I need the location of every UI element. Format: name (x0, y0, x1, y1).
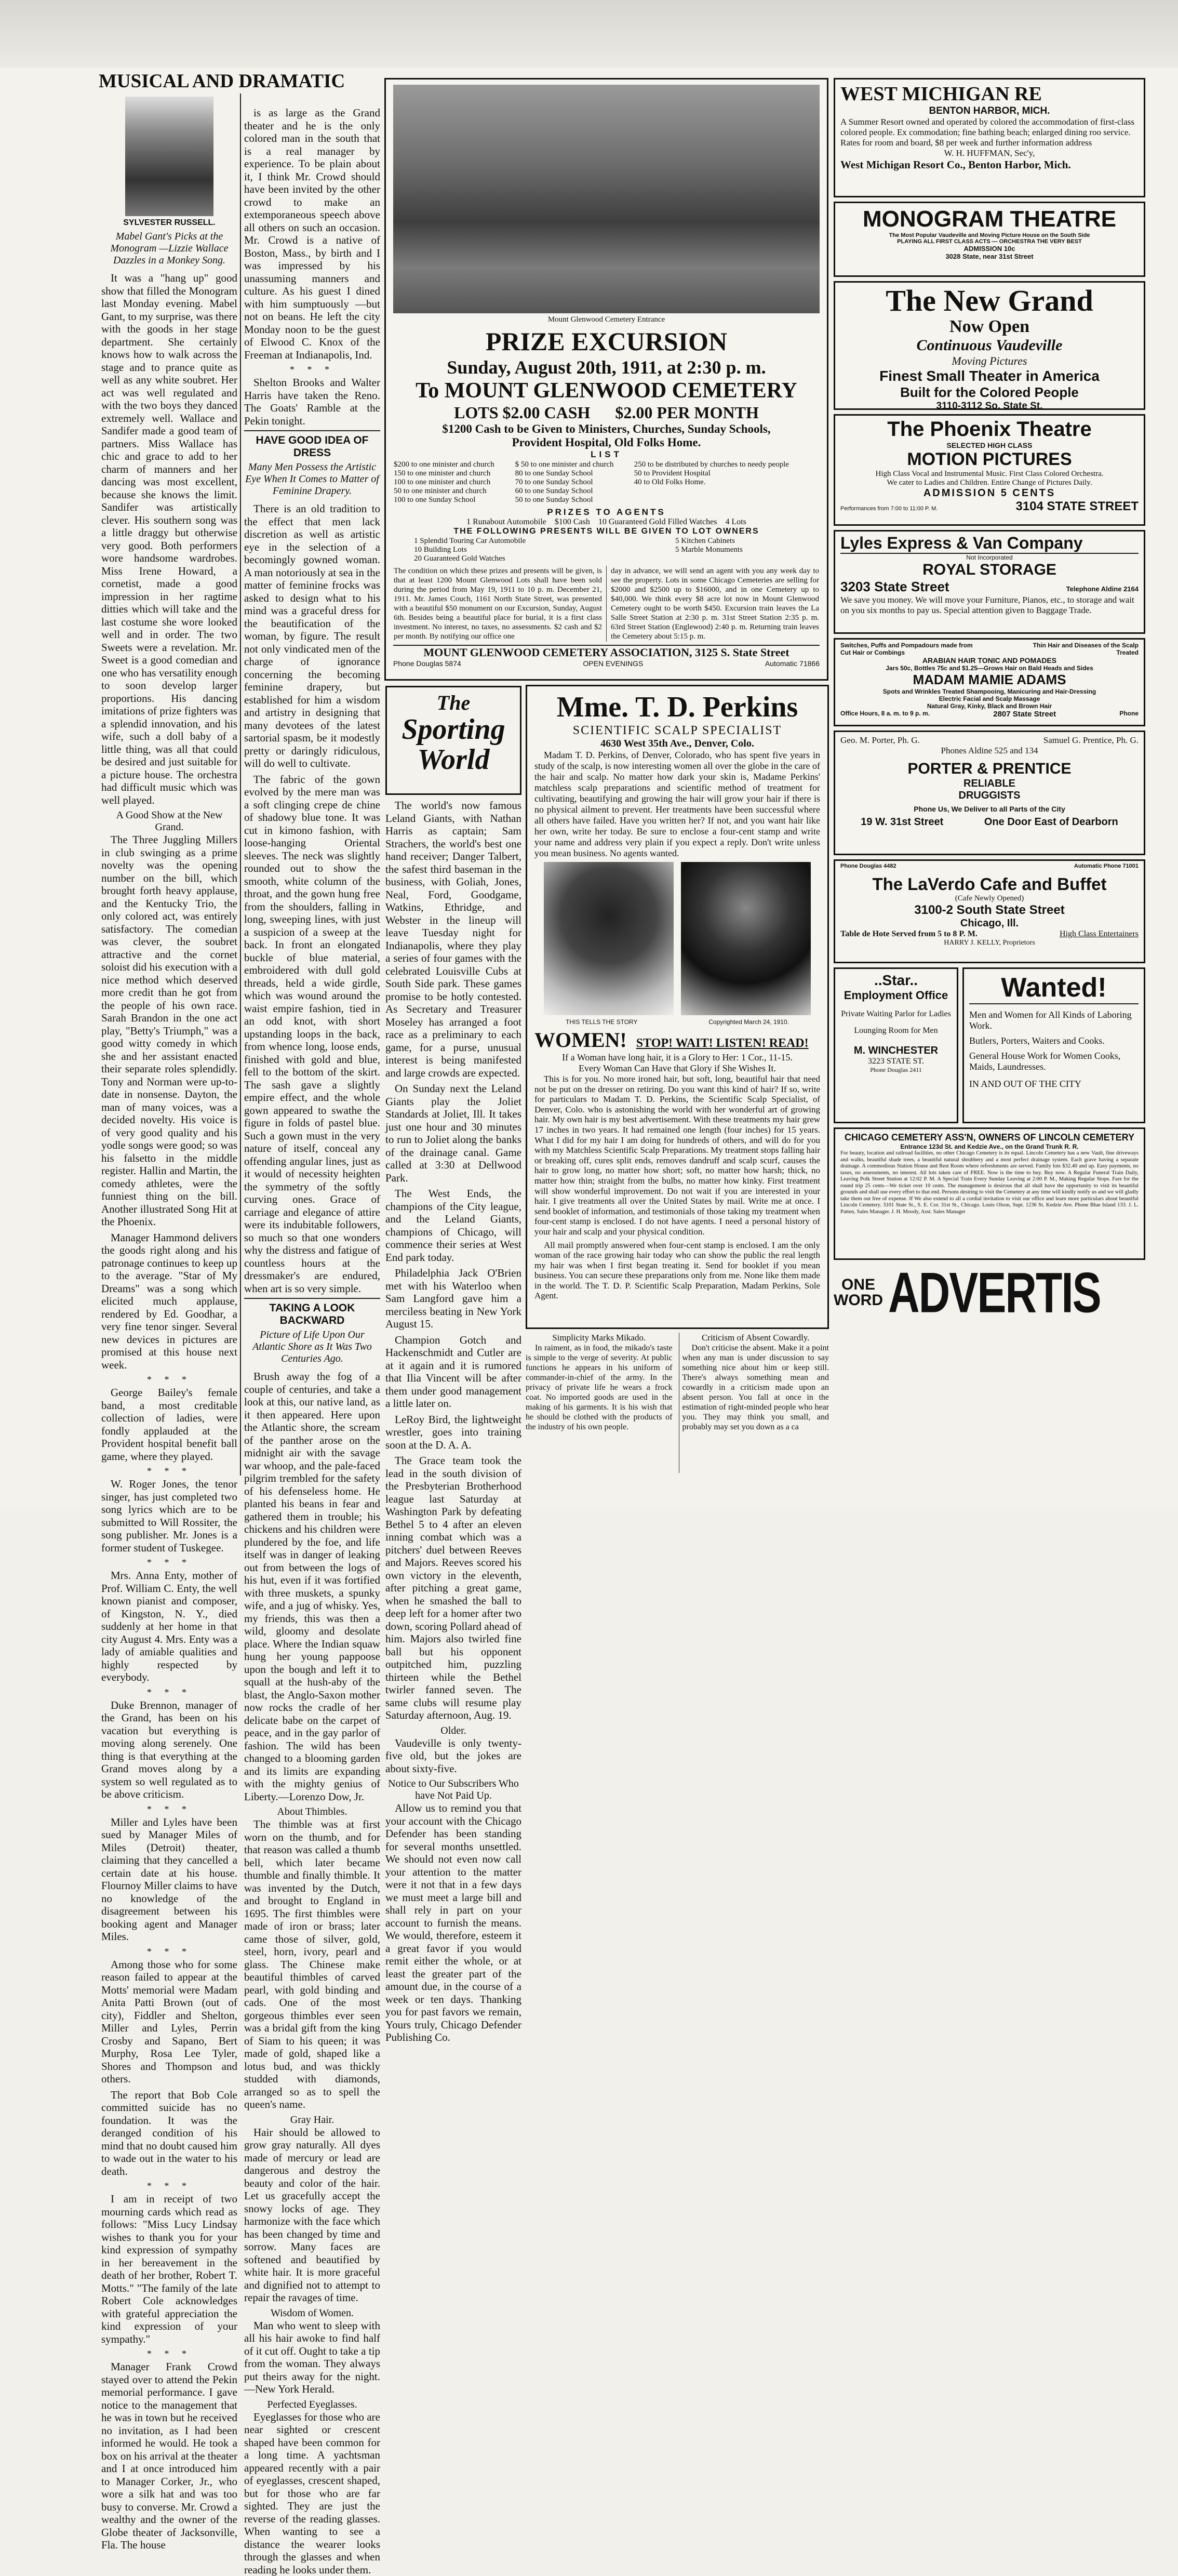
paragraph: It was a "hang up" good show that filled the Monogram last Monday evening. Mabel Gant, to my surprise, was there with the goods in her stage department. She certainly knows how to walk across the stage and to prance quite as well as any white soubret. Her act was well regulated and with the two boys they danced extremely well. Wallace and Sandifer made a good team of partners. Miss Wallace has chic and grace to add to her charm of manners and her dancing was most excellent, because she knows the limit. Sandifer was artistically clever. His southern song was a little draggy but otherwise very good. Both performers wore handsome wardrobes. Miss Irene Howard, a cornetist, made a good impression in her ragtime ditties which will take and the last costume she wore looked well and in order. The two Sweets were a revelation. Mr. Sweet is a good comedian and one who has versatility enough to soon develop larger proportions. His dancing imitations of prize fighters was a splendid innovation, and his wife, such a doll baby of a little thing, was all that could be desired and just suitable for a picture house. The orchestra had difficult music which was well played. (101, 272, 237, 806)
wanted-2: Butlers, Porters, Waiters and Cooks. (969, 1035, 1139, 1046)
lyles-storage: ROYAL STORAGE (840, 561, 1139, 579)
wanted-3: General House Work for Women Cooks, Maids, Laundresses. (969, 1051, 1139, 1072)
cemetery-footer-contact (393, 659, 820, 668)
paragraph: Manager Frank Crowd stayed over to attend the Pekin memorial performance. I gave notice to the management that he was in town but he received no invitation, as I had been informed he would. He took a box on his arrival at the theater and I at once introduced him to Manager Corker, Jr., who wore a silk hat and was too busy to converse. Mr. Crowd a wealthy and the owner of the Globe theater of Jacksonville, Fla. The house (101, 2360, 237, 2552)
lincoln-title: CHICAGO CEMETERY ASS'N, OWNERS OF LINCOLN CEMETERY (840, 1132, 1139, 1143)
presents-col (393, 536, 675, 564)
wanted-1: Men and Women for All Kinds of Laboring Work. (969, 1010, 1139, 1031)
paragraph: Vaudeville is only twenty-five old, but the jokes are about sixty-five. (385, 1737, 521, 1775)
paragraph: The Grace team took the lead in the south division of the Presbyterian Brotherhood league last Saturday at Washington Park by defeating Bethel 5 to 4 after an eleven inning combat which was a pitchers' duel between Reeves and Majors. Reeves scored his own victory in the eleventh, after pitching a great game, when he smashed the ball to deep left for a homer after two down, scoring Pollard ahead of him. Majors also twirled fine ball but his opponent outpitched him, puzzling thirteen while the Bethel twirler fanned seven. The same clubs will resume play Saturday afternoon, Aug. 19. (385, 1454, 521, 1722)
wm-company: West Michigan Resort Co., Benton Harbor, Mich. (840, 158, 1139, 171)
grand-finest: Finest Small Theater in America (840, 368, 1139, 384)
perkins-ad (526, 685, 829, 1329)
lyles-body: We save you money. We will move your Furniture, Pianos, etc., to storage and wait on you six months to pay us. Special attention given to Baggage Trade. (840, 595, 1139, 616)
cemetery-open: OPEN EVENINGS (583, 659, 643, 668)
perkins-photos (534, 862, 820, 1015)
verdo-address: 3100-2 South State Street (840, 903, 1139, 918)
paragraph: Man who went to sleep with all his hair awoke to find half of it cut off. Ought to take a tip from the woman. They always put theirs away for the night.—New York Herald. (244, 2319, 380, 2396)
porter-left: Geo. M. Porter, Ph. G. (840, 735, 920, 746)
adams-address: 2807 State Street (993, 710, 1056, 719)
porter-right: Samuel G. Prentice, Ph. G. (1043, 735, 1139, 746)
list-item: $ 50 to one minister and church (515, 460, 633, 469)
subhead-backward: Picture of Life Upon Our Atlantic Shore as It Was Two Centuries Ago. (244, 1329, 380, 1365)
wanted-4: IN AND OUT OF THE CITY (969, 1079, 1139, 1090)
adams-right: Thin Hair and Diseases of the Scalp Treated (1019, 642, 1139, 656)
phoenix-admission: ADMISSION 5 CENTS (840, 487, 1139, 499)
adams-left: Switches, Puffs and Pompadours made from Cut Hair or Combings (840, 642, 974, 656)
paragraph: Champion Gotch and Hackenschmidt and Cutler are at it again and it is rumored that Ilia Vincent will be after them under good management a little later on. (385, 1334, 521, 1410)
verdo-newly: (Cafe Newly Opened) (840, 894, 1139, 903)
adams-wigs: Natural Gray, Kinky, Black and Brown Hair (840, 702, 1139, 710)
present-item: 1 Splendid Touring Car Automobile (414, 537, 674, 546)
present-item: 10 Building Lots (414, 546, 674, 554)
grand-built: Built for the Colored People (840, 384, 1139, 401)
grand-title: The New Grand (840, 285, 1139, 317)
list-col (634, 460, 820, 505)
porter-reliable: RELIABLE (840, 778, 1139, 790)
list-col (393, 460, 515, 505)
lyles-title: Lyles Express & Van Company (840, 534, 1139, 554)
paragraph: There is an old tradition to the effect that men lack discretion as well as artistic eye in the selection of a becomingly gowned woman. A man notoriously at sea in the matter of feminine frocks was asked to design what to his mind was a graceful dress for the beautification of the woman, by figure. The result not only vindicated men of the charge of ignorance concerning the becoming feminine drapery, but established for him a wisdom and artistry in designing that many devotees of the latest sartorial spasm, be it modestly pretty or daringly ridiculous, will do well to cultivate. (244, 502, 380, 770)
wanted-ad (962, 967, 1145, 1123)
separator-stars: * * * (101, 1804, 237, 1815)
portrait-caption: SYLVESTER RUSSELL. (101, 218, 237, 228)
adams-prices: Jars 50c, Bottles 75c and $1.25—Grows Hair on Bald Heads and Sides (840, 665, 1139, 672)
headline-older: Older. (385, 1725, 521, 1737)
adams-ad (834, 638, 1145, 726)
divider (244, 1298, 380, 1299)
paragraph: The fabric of the gown evolved by the mere man was a soft clinging crepe de chine of shadowy blue tone. It was cut in kimono fashion, with loose-hanging Oriental sleeves. The neck was slightly rounded out to show the smooth, white column of the throat, and the gown hung free from the shoulders, falling in long, sweeping lines, with just a suspicion of a sweep at the back. In front an elongated buckle of blue material, embroidered with dull gold threads, held a wide girdle, which was wound around the waist empire fashion, tied in an odd knot, with short upstanding loops in the back, from whence long, loose ends, finished with gold and blue, fell to the bottom of the skirt. The sash gave a slightly empire effect, and the whole gown appeared to swathe the figure in folds of pastel blue. Such a gown must in the very nature of itself, conceal any offending angular lines, just as it would of necessity heighten the symmetry of the softly curving ones. Grace of carriage and elegance of attire were its indubitable followers, so much so that one wonders why the distress and fatigue of countless hours at the dressmaker's are endured, when art is so very simple. (244, 773, 380, 1295)
lyles-address: 3203 State Street (840, 579, 949, 595)
paragraph: Miller and Lyles have been sued by Manager Miles of Miles (Detroit) theater, claiming that they cancelled a certain date at his house. Flournoy Miller claims to have no knowledge of the disagreement between his booking agent and Manager Miles. (101, 1816, 237, 1943)
separator-stars: * * * (244, 364, 380, 375)
adams-spots: Spots and Wrinkles Treated Shampooing, Manicuring and Hair-Dressing (840, 688, 1139, 695)
criticism-column (679, 1333, 829, 1473)
star-sub: Employment Office (838, 989, 954, 1002)
cemetery-body-right: day in advance, we will send an agent with you any week day to see the property. Lots in some Chicago Cemeteries are selling for $2000 and $2500 up to $16000, and in one Cemetery up to $40,000. We think every $8 acre lot now in Mount Glenwood Cemetery ought to be worth $450. Excursion train leaves the La Salle Street Station at 2:30 p. m. 31st Street Station 2:35 p. m. 63rd Street Station (Englewood) 2:40 p. m. Returning train leaves the Cemetery about 5:15 p. m. (607, 566, 820, 642)
paragraph: The West Ends, the champions of the City league, and the Leland Giants, champions of Chicago, will commence their series at West End park today. (385, 1187, 521, 1264)
list-item: 250 to be distributed by churches to needy people (634, 460, 819, 469)
phoenix-bottom (840, 499, 1139, 514)
prizes-line: 1 Runabout Automobile $100 Cash 10 Guaranteed Gold Filled Watches 4 Lots (393, 517, 820, 527)
separator-stars: * * * (101, 1374, 237, 1385)
wanted-title: Wanted! (969, 972, 1139, 1004)
cemetery-list (393, 460, 820, 505)
hair-photo-front (681, 862, 811, 1015)
copyright: Copyrighted March 24, 1910. (708, 1018, 789, 1026)
paragraph: is as large as the Grand theater and he is the only colored man in the south that is a real manager by experience. To be plain about it, I think Mr. Crowd should have been invited by the other crowd to make an extemporaneous speech above all others on such an occasion. Mr. Crowd is a native of Boston, Mass., by birth and I was impressed by his unassuming manners and culture. As his guest I dined with him sumptuously —but not on beans. He left the city Monday noon to be the guest of Elwood C. Knox of the Freeman at Indianapolis, Ind. (244, 107, 380, 361)
subhead-monogram: Mabel Gant's Picks at the Monogram —Lizzie Wallace Dazzles in a Monkey Song. (101, 231, 237, 267)
logo-world: World (387, 745, 520, 775)
cemetery-body (393, 566, 820, 642)
verdo-phone1: Phone Douglas 4482 (840, 863, 896, 869)
verdo-city: Chicago, Ill. (840, 918, 1139, 930)
subhead-dress: Many Men Possess the Artistic Eye When It Comes to Matter of Feminine Drapery. (244, 461, 380, 497)
lyles-phone: Telephone Aldine 2164 (1066, 585, 1139, 593)
paragraph: W. Roger Jones, the tenor singer, has just completed two song lyrics which are to be submitted to Will Rossiter, the song publisher. Mr. Jones is a former student of Tuskegee. (101, 1478, 237, 1554)
verdo-phone2: Automatic Phone 71001 (1074, 863, 1139, 869)
wm-sig: W. H. HUFFMAN, Sec'y, (840, 148, 1139, 158)
cemetery-to: To MOUNT GLENWOOD CEMETERY (393, 378, 820, 403)
cemetery-ad (384, 78, 828, 681)
column-sporting (385, 686, 521, 1476)
wm-title: WEST MICHIGAN RE (840, 83, 1139, 105)
star-phone: Phone Douglas 2411 (838, 1066, 954, 1074)
porter-druggists: DRUGGISTS (840, 790, 1139, 802)
one-word-box (834, 1277, 883, 1308)
one-word-one: ONE (834, 1277, 883, 1293)
perkins-address: 4630 West 35th Ave., Denver, Colo. (534, 738, 820, 750)
logo-sporting: Sporting (387, 714, 520, 745)
headline-backward: TAKING A LOOK BACKWARD (244, 1302, 380, 1327)
new-grand-ad (834, 281, 1145, 410)
presents-label: THE FOLLOWING PRESENTS WILL BE GIVEN TO LOT OWNERS (393, 527, 820, 536)
separator-stars: * * * (101, 1687, 237, 1698)
verdo-phones (840, 863, 1139, 869)
separator-stars: * * * (101, 1466, 237, 1477)
star-private: Private Waiting Parlor for Ladies (838, 1010, 954, 1019)
lincoln-ad (834, 1127, 1145, 1260)
phoenix-ad (834, 414, 1145, 526)
adams-title: MADAM MAMIE ADAMS (840, 672, 1139, 688)
grand-cont: Continuous Vaudeville (840, 337, 1139, 354)
present-item: 5 Kitchen Cabinets (675, 537, 819, 546)
list-item: 100 to one minister and church (394, 478, 514, 487)
phoenix-perf: Performances from 7:00 to 11:00 P. M. (840, 506, 938, 512)
divider (244, 430, 380, 431)
star-address: 3223 STATE ST. (838, 1057, 954, 1066)
logo-the: The (387, 692, 520, 714)
paragraph: Philadelphia Jack O'Brien met with his Waterloo when Sam Langford gave him a merciless beating in New York August 15. (385, 1267, 521, 1331)
porter-phones: Phones Aldine 525 and 134 (840, 746, 1139, 756)
mono-admission: ADMISSION 10c (840, 245, 1139, 253)
mikado-column (526, 1333, 673, 1473)
perkins-body: This is for you. No more ironed hair, but soft, long, beautiful hair that need not be put on the dresser on retiring. Do you want this kind of hair? If so, write for particulars to Madam T. D. Perkins, the Scientific Scalp Specialist, of Denver, Colo. who is astonishing the world with her wonderful art of growing hair. My own hair is my best advertisement. With these treatments my hair grew 17 inches in two years. It had remained one length (four inches) for 15 years. What I did for my hair I am doing for hundreds of others, and will do for you with my Matchless Scientific Scalp Preparations. My treatment stops falling hair or breaking off, cures split ends, removes dandruff and scalp scurf, causes the hair to grow long, no matter how short; soft, no matter how harsh; thick, no matter how thin; straight from the bulbs, no matter how kinky. First treatment will show wonderful improvement. Do not wait if you are interested in your hair. I give treatments all over the United States by mail. Write me at once. I send booklet of information, and testimonials of those taking my treatment when four-cent stamp is enclosed. I do not have agents. I need a personal history of your hair and scalp and your physical condition. (534, 1074, 820, 1237)
phoenix-line1: High Class Vocal and Instrumental Music. First Class Colored Orchestra. (840, 470, 1139, 479)
paragraph: LeRoy Bird, the lightweight wrestler, goes into training soon at the D. A. A. (385, 1413, 521, 1452)
cemetery-date: Sunday, August 20th, 1911, at 2:30 p. m. (393, 356, 820, 378)
advertise-heading: ADVERTIS (888, 1260, 1101, 1325)
cemetery-cash: $1200 Cash to be Given to Ministers, Churches, Sunday Schools, Provident Hospital, Old Folks Home. (393, 422, 820, 449)
adams-facial: Electric Facial and Scalp Massage (840, 695, 1139, 702)
perkins-intro: Madam T. D. Perkins, of Denver, Colorado, who has spent five years in study of the scalp, is now interesting women all over the globe in the care of the hair and scalp. No matter how dark your skin is, Madame Perkins' matchless scalp preparations and scientific method of treatment for cultivating, beautifying and growing the hair will grow your hair if there is no physical ailment to prevent. Her treatments have been successful where all others have failed. Have you written her? If not, and you want hair like her own, write her today. Be sure to enclose a four-cent stamp and write your name and address very plain if you expect a reply. Don't write unless you mean business. No agents wanted. (534, 750, 820, 859)
porter-deliver: Phone Us, We Deliver to all Parts of the City (840, 805, 1139, 813)
star-wanted-row (834, 967, 1145, 1123)
column-dress (244, 107, 380, 1478)
lincoln-entrance: Entrance 123d St. and Kedzie Ave., on the Grand Trunk R. R. (840, 1143, 1139, 1150)
paragraph: I am in receipt of two mourning cards which read as follows: "Miss Lucy Lindsay wishes to thank you for your kind expression of sympathy in her bereavement in the death of her brother, Robert T. Motts." "The family of the late Robert Cole acknowledges with grateful appreciation the kind expression of your sympathy." (101, 2193, 237, 2345)
mono-line2: PLAYING ALL FIRST CLASS ACTS — ORCHESTRA THE VERY BEST (840, 238, 1139, 245)
cemetery-body-left: The condition on which these prizes and presents will be given, is that at least 1200 Mount Glenwood Lots shall have been sold during the period from May 19, 1911 to 10 p. m. December 21, 1911. Mr. James Couch, 1161 North State Street, was presented with a beautiful $50 monument on our Excursion, Sunday, August 6th. Besides being a beautiful place for burial, it is a first class investment. No interest, no taxes, no assessments. $2 cash and $2 per month. By notifying our office one (393, 566, 607, 642)
headline-thimbles: About Thimbles. (244, 1806, 380, 1818)
lyles-inc: Not Incorporated (840, 554, 1139, 561)
cemetery-phone: Phone Douglas 5874 (393, 659, 461, 668)
lyles-ad (834, 530, 1145, 634)
list-item: 150 to one minister and church (394, 469, 514, 478)
separator-stars: * * * (101, 1946, 237, 1957)
list-item: 80 to one Sunday School (515, 469, 633, 478)
porter-names (840, 735, 1139, 746)
list-item: 60 to one Sunday School (515, 487, 633, 496)
verdo-ent: High Class Entertainers (1060, 930, 1139, 939)
presents-list (393, 536, 820, 564)
glory-line2: Every Woman Can Have that Glory if She Wishes It. (534, 1063, 820, 1074)
paragraph: The thimble was at first worn on the thumb, and for that reason was called a thumb bell, which later became thumble and finally thimble. It was invented by the Dutch, and brought to England in 1695. The first thimbles were made of iron or brass; later came those of silver, gold, steel, horn, ivory, pearl and glass. The Chinese make beautiful thimbles of carved pearl, with gold binding and cads. One of the most gorgeous thimbles ever seen was a bridal gift from the king of Siam to his queen; it was made of gold, shaped like a lotus bud, and was thickly studded with diamonds, arranged so as to spell the queen's name. (244, 1818, 380, 2111)
women-row (534, 1028, 820, 1052)
separator-stars: * * * (101, 2348, 237, 2359)
star-title: ..Star.. (838, 972, 954, 989)
paragraph: Among those who for some reason failed to appear at the Motts' memorial were Madam Anita Patti Brown (out of city), Fiddler and Shelton, Miller and Lyles, Perrin Crosby and Sapano, Bert Murphy, Rosa Lee Tyler, Shores and Thompson and others. (101, 1958, 237, 2086)
headline-eyeglasses: Perfected Eyeglasses. (244, 2399, 380, 2411)
laverdo-ad (834, 859, 1145, 963)
column-musical (101, 70, 237, 1473)
musical-heading: MUSICAL AND DRAMATIC (99, 70, 379, 92)
porter-address: 19 W. 31st Street (861, 816, 943, 828)
headline-criticism: Criticism of Absent Cowardly. (682, 1333, 829, 1343)
headline-notice: Notice to Our Subscribers Who have Not Paid Up. (385, 1778, 521, 1802)
phoenix-line2: We cater to Ladies and Children. Entire Change of Pictures Daily. (840, 479, 1139, 487)
paragraph: The report that Bob Cole committed suicide has no foundation. It was the deranged condition of his mind that no doubt caused him to wade out in the water to his death. (101, 2089, 237, 2178)
paragraph: On Sunday next the Leland Giants play the Joliet Standards at Joliet, Ill. It takes just one hour and 30 minutes to run to Joliet along the banks of the drainage canal. Game called at 3:30 at Dellwood Park. (385, 1082, 521, 1184)
hair-photo-back (544, 862, 674, 1015)
adams-tonic: ARABIAN HAIR TONIC AND POMADES (840, 656, 1139, 665)
headline-dress: HAVE GOOD IDEA OF DRESS (244, 434, 380, 459)
list-item: $200 to one minister and church (394, 460, 514, 469)
paragraph: The Three Juggling Millers in club swinging as a prime novelty was the opening number on the bill, which brought forth heavy applause, and the Kentucky Trio, the only colored act, was entirely satisfactory. The comedian was clever, the soubret attractive and the cornet soloist did his execution with a nice method which deserved more credit than he got from the people of his own race. Sarah Brandon in the one act play, "Betty's Triumph," was a good witty comedy in which she and her assistant enacted their separate roles splendidly. Tony and Norman were up-to-date in nonsense. Dayton, the man of many voices, was a decided novelty. His voice is of very good quality and his yodle songs were good; so was his falsetto in the middle register. Hallin and Martin, the comedy athletes, were the funniest thing on the bill. Another illustrated Song Hit at the Phoenix. (101, 833, 237, 1228)
list-col (515, 460, 634, 505)
prizes-label: PRIZES TO AGENTS (393, 507, 820, 517)
list-item: 50 to one Sunday School (515, 496, 633, 504)
paragraph: Allow us to remind you that your account with the Chicago Defender has been standing for several months unsettled. We should not even now call your attention to the matter were it not that in a few days we must meet a large bill and shall rely in part on your account to furnish the means. We would, therefore, esteem it a great favor if you would remit either the whole, or at least the greater part of the amount due, in the course of a week or ten days. Thanking you for past favors we remain, Yours truly, Chicago Defender Publishing Co. (385, 1802, 521, 2044)
separator-stars: * * * (101, 2181, 237, 2192)
paragraph: Eyeglasses for those who are near sighted or crescent shaped have been common for a long time. A yachtsman appeared recently with a pair of eyeglasses, crescent shaped, but for those who are far sighted. They are just the reverse of the reading glasses. When wanting to see a distance the wearer looks through the glasses and when reading he looks under them. (244, 2411, 380, 2576)
sporting-logo (385, 686, 521, 795)
paragraph: Mrs. Anna Enty, mother of Prof. William C. Enty, the well known pianist and composer, of Kingston, N. Y., died suddenly at her home in that city August 4. Mrs. Enty was a lady of amiable qualities and highly respected by everybody. (101, 1569, 237, 1684)
paragraph: Manager Hammond delivers the goods right along and his patronage continues to keep up to the average. "Star of My Dreams" was a song which elicited much applause, rendered by Ed. Goodhar, a very fine tenor singer. Several new devices in pictures are promised at this house next week. (101, 1231, 237, 1372)
adams-hours: Office Hours, 8 a. m. to 9 p. m. (840, 710, 930, 719)
wm-body: A Summer Resort owned and operated by colored the accommodation of first-class colored people. Ex commodation; fine bathing beach; enlarged dining roo service. Rates for room and board, $8 per week and further information address (840, 117, 1139, 148)
star-lounging: Lounging Room for Men (838, 1026, 954, 1035)
verdo-table: Table de Hote Served from 5 to 8 P. M. (840, 930, 978, 939)
separator-stars: * * * (101, 1557, 237, 1568)
photo-caption: THIS TELLS THE STORY (566, 1018, 638, 1026)
perkins-subtitle: SCIENTIFIC SCALP SPECIALIST (534, 724, 820, 738)
lincoln-body: For beauty, location and railroad facilities, no other Chicago Cemetery is its equal. Lincoln Cemetery has a new Vault, fine driveways and walks, beautiful shade trees, a beautiful natural shrubbery and a most perfect drainage system. Each grave having a separate drainage. A commodious Station House and Rest Room where refreshments are served. Family lots $32.40 and up. Easy payments, no taxes, no assessments, no interest. All lots taken care of FREE. Now is the time to buy. Buy now. A Regular Funeral Train Daily, Leaving Polk Street Station at 12:02 P. M. A Special Train Every Sunday Leaving at 2:00 P. M., Making Regular Stops. Fare for the round trip 25 cents—We ticket over 10 cents. The management is desirous that all shall have the opportunity to visit its beautiful grounds and shall use every effort to that end. Persons desiring to visit the Cemetery at any time will kindly notify us and we will gladly take them out free of expense. If We also extend to all a cordial invitation to visit our office and learn more particulars about beautiful Lincoln Cemetery. 3101 State St., S. E. Cor. 31st St., Chicago. Louis Olson, Supt. 1236 St. Kedzie Ave. Phone Blue Island 133. J. L. Patten, Sales Manager. J. H. Moody, Asst. Sales Manager (840, 1150, 1139, 1215)
ads-column (834, 78, 1153, 1481)
perkins-title: Mme. T. D. Perkins (534, 691, 820, 724)
list-item: 40 to Old Folks Home. (634, 478, 819, 487)
grand-address: 3110-3112 So. State St. (840, 401, 1139, 412)
paragraph: The world's now famous Leland Giants, with Nathan Harris as captain; Sam Strachers, the world's best one hand receiver; Danger Talbert, the safest third baseman in the business, with Goliah, Jones, Neal, Ford, Goodgame, Watkins, Ethridge, and Webster in the lineup will leave Tuesday night for Indianapolis, where they play a series of four games with the celebrated Louisville Cubs at South Side park. These games promise to be hotly contested. As Secretary and Treasurer Moseley has arranged a foot race as a preliminary to each game, for a purse, unusual interest is being manifested and large crowds are expected. (385, 799, 521, 1079)
grand-moving: Moving Pictures (840, 354, 1139, 368)
star-ad (834, 967, 958, 1123)
adams-bottom (840, 710, 1139, 719)
phoenix-title: The Phoenix Theatre (840, 418, 1139, 441)
cemetery-photo-caption: Mount Glenwood Cemetery Entrance (393, 315, 820, 324)
phoenix-address: 3104 STATE STREET (1015, 499, 1139, 514)
paragraph: George Bailey's female band, a most creditable collection of ladies, were fondly applauded at the Provident hospital benefit ball game, where they played. (101, 1386, 237, 1463)
cemetery-photo (393, 85, 820, 313)
phoenix-selected: SELECTED HIGH CLASS (840, 441, 1139, 449)
glory-line1: If a Woman have long hair, it is a Glory to Her: 1 Cor., 11-15. (534, 1052, 820, 1063)
porter-title: PORTER & PRENTICE (840, 760, 1139, 778)
cemetery-footer: MOUNT GLENWOOD CEMETERY ASSOCIATION, 3125 S. State Street (393, 645, 820, 659)
mono-title: MONOGRAM THEATRE (840, 206, 1139, 232)
list-item: 70 to one Sunday School (515, 478, 633, 487)
cemetery-auto: Automatic 71866 (765, 659, 820, 668)
monogram-ad (834, 202, 1145, 277)
verdo-title: The LaVerdo Cafe and Buffet (840, 874, 1139, 894)
porter-door: One Door East of Dearborn (984, 816, 1118, 828)
mono-line: The Most Popular Vaudeville and Moving Picture House on the South Side (840, 232, 1139, 238)
cemetery-lots: LOTS $2.00 CASH $2.00 PER MONTH (393, 403, 820, 422)
adams-phone: Phone (1119, 710, 1139, 719)
perkins-bottom-columns (526, 1333, 829, 1473)
adams-top (840, 642, 1139, 656)
paragraph: Brush away the fog of a couple of centuries, and take a look at this, our native land, as it then appeared. Here upon the Atlantic shore, the scream of the panther arose on the midnight air with the savage war whoop, and the pale-faced pilgrim trembled for the safety of his defenseless home. He planted his beans in fear and gathered them in trouble; his chickens and his children were plundered by the foe, and life itself was in danger of leaking out from between the logs of his hut, even if it was fortified with three muskets, a spunky wife, and a jug of whisky. Yes, my friends, this was then a wild, gloomy and desolate place. Where the Indian squaw hung her young pappoose upon the bough and left it to squall at the hush-aby of the blast, the Anglo-Saxon mother now rocks the cradle of her delicate babe on the carpet of peace, and in the gay parlor of fashion. The wild has been changed to a blooming garden and its limits are expanding with the mighty genius of Liberty.—Lorenzo Dow, Jr. (244, 1370, 380, 1803)
cemetery-list-label: LIST (393, 449, 820, 460)
torn-top-margin (0, 0, 1178, 68)
present-item: 20 Guaranteed Gold Watches (414, 554, 674, 563)
stop-heading: STOP! WAIT! LISTEN! READ! (636, 1037, 809, 1051)
headline-gray-hair: Gray Hair. (244, 2114, 380, 2126)
phoenix-motion: MOTION PICTURES (840, 449, 1139, 470)
grand-open: Now Open (840, 317, 1139, 337)
mono-address: 3028 State, near 31st Street (840, 253, 1139, 260)
headline-wisdom: Wisdom of Women. (244, 2307, 380, 2319)
verdo-prop: HARRY J. KELLY, Proprietors (840, 939, 1139, 947)
perkins-body2: All mail promptly answered when four-cent stamp is enclosed. I am the only woman of the race growing hair today who can show the public the real length my hair was when I first began treating it. Send for booklet if you mean business. You can secure these preparations only from me. None like them made in the world. The T. D. P. Scientific Scalp Preparation, Madam Perkins, Sole Agent. (534, 1240, 820, 1302)
paragraph: Hair should be allowed to grow gray naturally. All dyes made of mercury or lead are dangerous and destroy the beauty and color of the hair. Let us gracefully accept the snowy locks of age. They harmonize with the face which has been changed by time and sorrow. Many faces are softened and beautified by white hair. It is more graceful and dignified not to attempt to repair the ravages of time. (244, 2126, 380, 2304)
lyles-row (840, 579, 1139, 595)
wm-place: BENTON HARBOR, MICH. (840, 105, 1139, 117)
paragraph: In raiment, as in food, the mikado's taste is simple to the verge of severity. At public functions he appears in his uniform of commander-in-chief of the army. In the privacy of private life he wears a frock coat. No imported goods are used in the making of his garments. It is his wish that he should be clothed with the products of the industry of his own people. (526, 1343, 673, 1432)
list-item: 50 to Provident Hospital (634, 469, 819, 478)
subhead-new-grand: A Good Show at the New Grand. (101, 809, 237, 833)
headline-mikado: Simplicity Marks Mikado. (526, 1333, 673, 1343)
present-item: 5 Marble Monuments (675, 546, 819, 554)
verdo-row (840, 930, 1139, 939)
photo-caption-row (534, 1018, 820, 1026)
west-michigan-ad (834, 78, 1145, 197)
list-item: 50 to one minister and church (394, 487, 514, 496)
paragraph: Shelton Brooks and Walter Harris have taken the Reno. The Goats' Ramble at the Pekin tonight. (244, 376, 380, 427)
list-item: 100 to one Sunday School (394, 496, 514, 504)
women-heading: WOMEN! (534, 1028, 627, 1052)
column-rule (240, 94, 241, 1476)
one-word-word: WORD (834, 1293, 883, 1308)
porter-bottom (840, 816, 1139, 828)
cemetery-title: PRIZE EXCURSION (393, 326, 820, 356)
presents-col (675, 536, 820, 564)
paragraph: Don't criticise the absent. Make it a point when any man is under discussion to say something nice about him or keep still. There's always something mean and cowardly in a criticism made upon an absent person. You fall at once in the estimation of right-minded people who hear you. They may think you small, and probably may set you down as a ca (682, 1343, 829, 1432)
paragraph: Duke Brennon, manager of the Grand, has been on his vacation but everything is moving along serenely. One thing is that everything at the Grand moves along by a system so well regulated as to be above criticism. (101, 1699, 237, 1801)
portrait-photo (125, 97, 213, 216)
porter-ad (834, 731, 1145, 855)
star-name: M. WINCHESTER (838, 1045, 954, 1057)
one-word-ad (834, 1264, 1145, 1321)
